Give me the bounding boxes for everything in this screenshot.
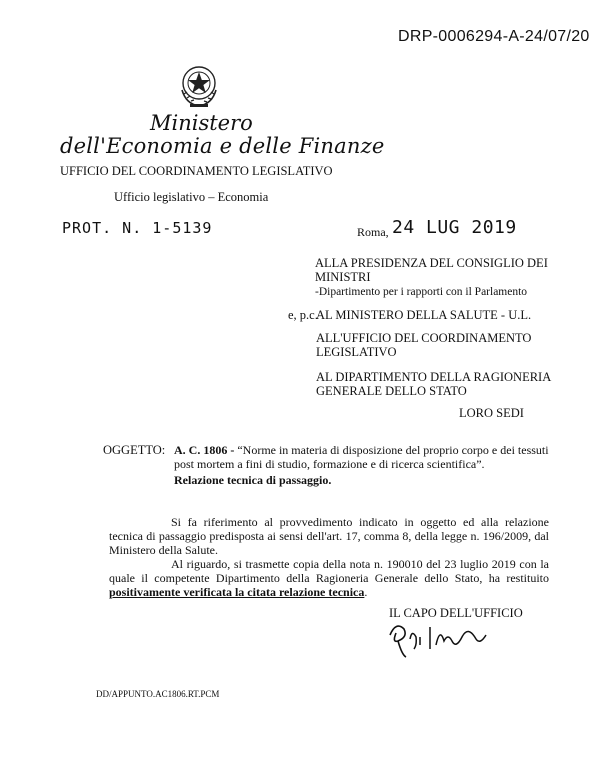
recipient-4-line2: GENERALE DELLO STATO bbox=[316, 384, 467, 398]
date-stamp: 24 LUG 2019 bbox=[392, 217, 517, 238]
ministry-name: dell'Economia e delle Finanze bbox=[60, 134, 385, 158]
cc-label: e, p.c. bbox=[288, 308, 318, 322]
subject-line-3: Relazione tecnica di passaggio. bbox=[174, 473, 332, 487]
recipient-3-line1: ALL'UFFICIO DEL COORDINAMENTO bbox=[316, 331, 532, 345]
subject-line-1 bbox=[174, 443, 549, 458]
document-reference: DD/APPUNTO.AC1806.RT.PCM bbox=[96, 689, 220, 699]
handwritten-protocol-number: PROT. N. 1-5139 bbox=[62, 219, 213, 237]
subject-line-2: post mortem a fini di studio, formazione e di ricerca scientifica”. bbox=[174, 457, 485, 471]
recipient-2: AL MINISTERO DELLA SALUTE - U.L. bbox=[316, 308, 532, 322]
subject-label: OGGETTO: bbox=[103, 443, 166, 457]
ministry-title: Ministero bbox=[150, 111, 253, 135]
recipient-1-department: -Dipartimento per i rapporti con il Parlamento bbox=[315, 286, 528, 298]
handwritten-signature bbox=[384, 615, 494, 661]
recipient-1-line2: MINISTRI bbox=[315, 270, 371, 284]
recipient-1-line1: ALLA PRESIDENZA DEL CONSIGLIO DEI bbox=[315, 256, 548, 270]
body-paragraph-2-end: . bbox=[364, 585, 368, 599]
body-paragraph-2-emphasis: positivamente verificata la citata relazione tecnica bbox=[109, 585, 365, 599]
signature-title: IL CAPO DELL'UFFICIO bbox=[389, 606, 523, 620]
italian-republic-emblem-icon bbox=[176, 60, 222, 110]
place-label: Roma, bbox=[357, 225, 389, 239]
protocol-stamp: DRP-0006294-A-24/07/20 bbox=[398, 28, 590, 45]
subject-line-1-text: “Norme in materia di disposizione del proprio corpo e dei tessuti bbox=[234, 443, 549, 457]
office-subdivision: Ufficio legislativo – Economia bbox=[114, 190, 269, 204]
recipient-3-line2: LEGISLATIVO bbox=[316, 345, 397, 359]
subject-bill-number: A. C. 1806 - bbox=[174, 443, 235, 457]
body-paragraph-2 bbox=[109, 557, 549, 599]
office-name: UFFICIO DEL COORDINAMENTO LEGISLATIVO bbox=[60, 164, 333, 178]
body-paragraph-1: Si fa riferimento al provvedimento indicato in oggetto ed alla relazione tecnica di passaggio predisposta ai sensi dell'art. 17, comma 8, della legge n. 196/2009, dal Ministero della Salute. bbox=[109, 515, 549, 557]
loro-sedi: LORO SEDI bbox=[459, 406, 524, 420]
recipient-4-line1: AL DIPARTIMENTO DELLA RAGIONERIA bbox=[316, 370, 552, 384]
body-paragraph-2-text: Al riguardo, si trasmette copia della nota n. 190010 del 23 luglio 2019 con la quale il competente Dipartimento della Ragioneria Generale dello Stato, ha restituito bbox=[109, 557, 549, 585]
